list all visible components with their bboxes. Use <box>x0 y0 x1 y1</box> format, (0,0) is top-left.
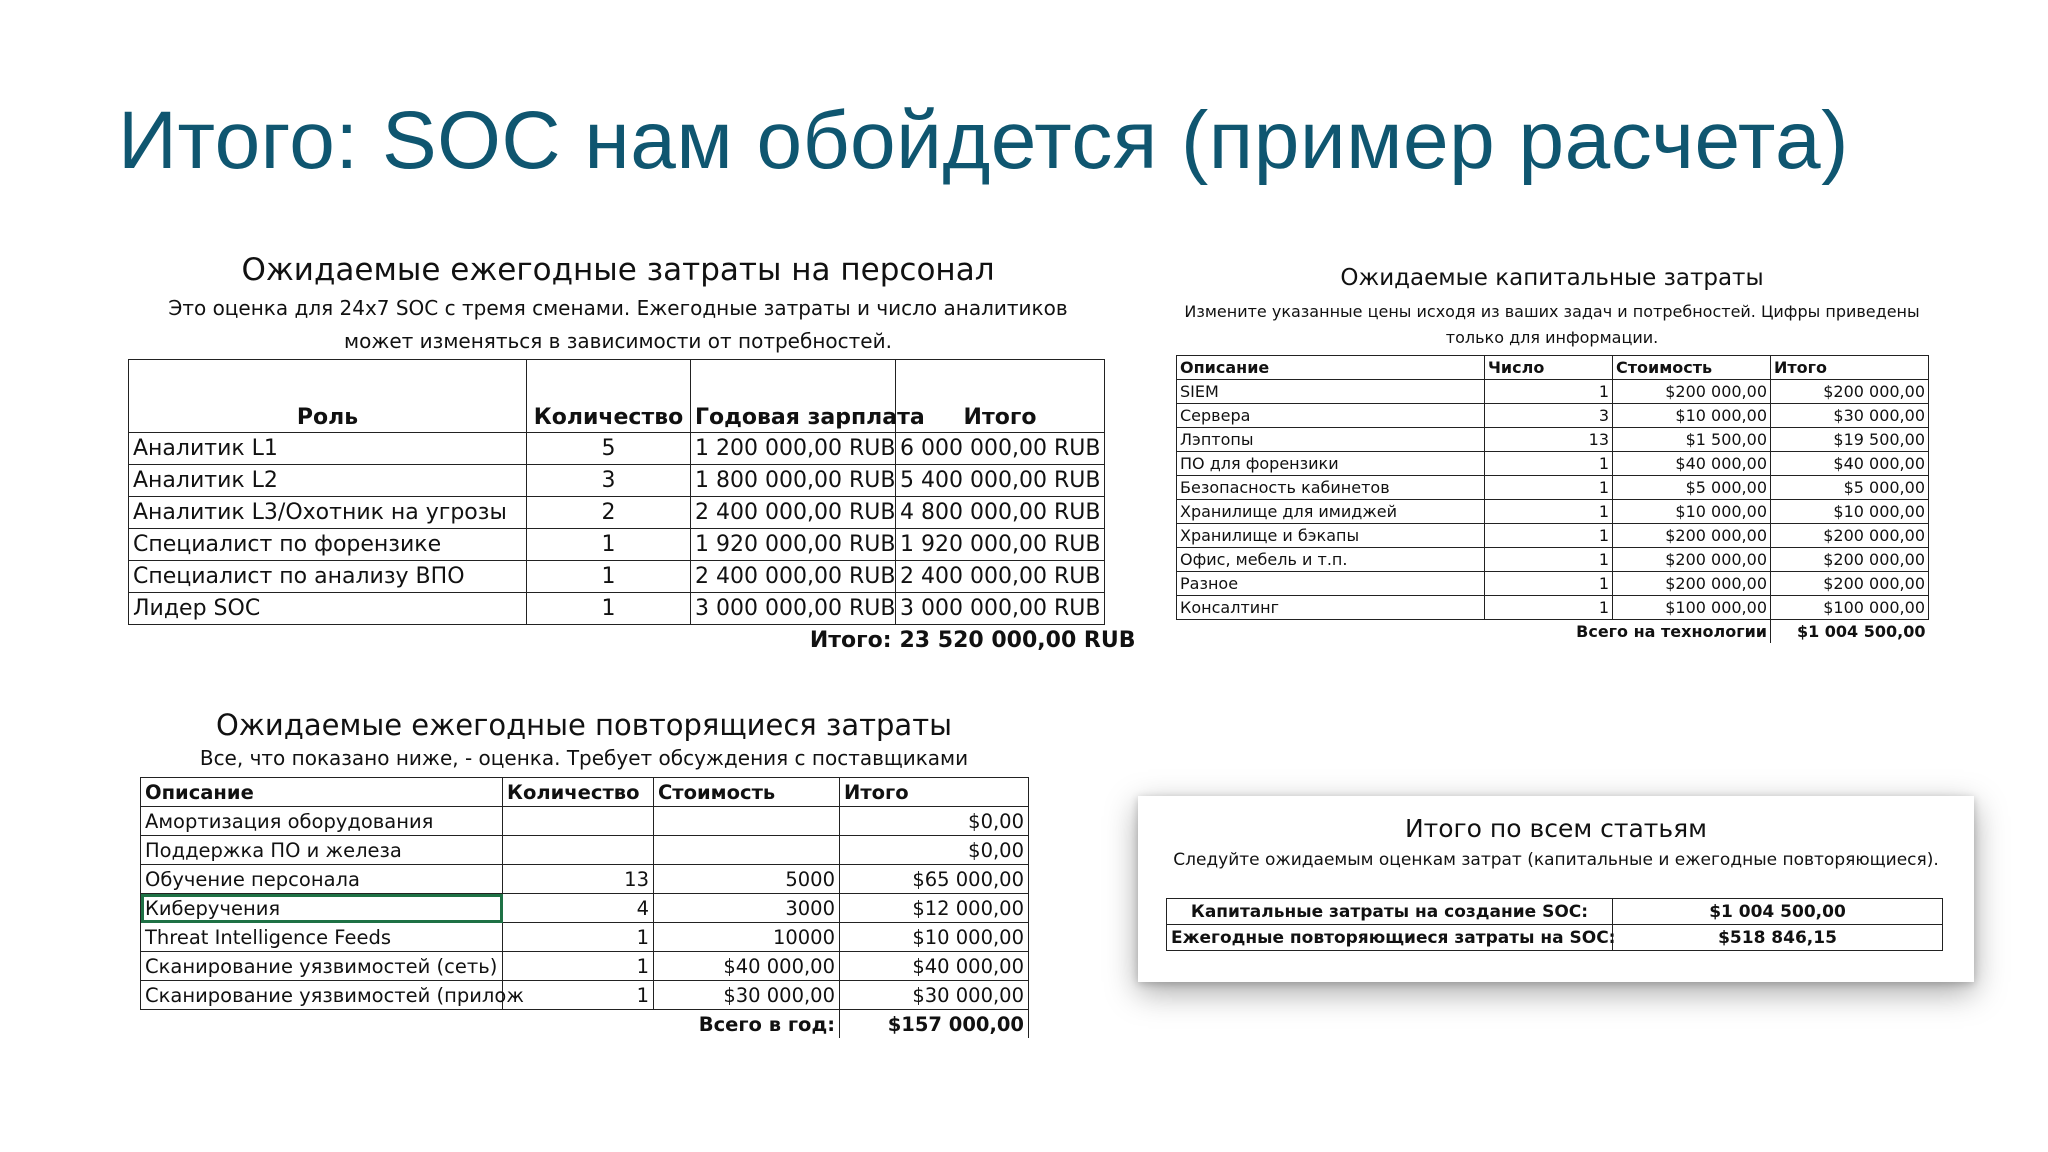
cell-total[interactable]: $200 000,00 <box>1771 548 1929 572</box>
cell-count[interactable] <box>503 836 654 865</box>
cell-salary[interactable]: 2 400 000,00 RUB <box>691 497 896 529</box>
personnel-total-label: Итого: <box>809 628 892 653</box>
cell-total[interactable]: $5 000,00 <box>1771 476 1929 500</box>
cell-cost[interactable]: 10000 <box>654 923 840 952</box>
cell-description[interactable]: SIEM <box>1177 380 1485 404</box>
cell-total[interactable]: $0,00 <box>840 836 1029 865</box>
cell-count[interactable]: 1 <box>1485 380 1613 404</box>
summary-card <box>1138 796 1974 982</box>
column-header: Число <box>1485 356 1613 380</box>
cell-description[interactable]: Амортизация оборудования <box>141 807 503 836</box>
cell-cost[interactable]: $200 000,00 <box>1613 572 1771 596</box>
cell-description[interactable]: Безопасность кабинетов <box>1177 476 1485 500</box>
cell-count[interactable]: 1 <box>1485 572 1613 596</box>
cell-count[interactable]: 1 <box>1485 548 1613 572</box>
table-row <box>1167 899 1943 925</box>
table-row <box>129 433 1105 465</box>
column-header: Стоимость <box>654 778 840 807</box>
table-row <box>1177 548 1929 572</box>
total-row <box>129 625 1105 657</box>
capital-table <box>1176 355 1929 643</box>
cell-count[interactable]: 1 <box>1485 476 1613 500</box>
summary-title: Итого по всем статьям <box>1404 814 1707 843</box>
table-row <box>129 593 1105 625</box>
cell-cost[interactable]: $200 000,00 <box>1613 380 1771 404</box>
total-label-cell <box>1177 620 1771 644</box>
column-header: Итого <box>840 778 1029 807</box>
table-row <box>1177 476 1929 500</box>
cell-total[interactable]: $40 000,00 <box>840 952 1029 981</box>
slide-title: Итого: SOC нам обойдется (пример расчета) <box>118 95 1849 186</box>
summary-table <box>1166 898 1943 951</box>
cell-total[interactable]: $12 000,00 <box>840 894 1029 923</box>
cell-description[interactable]: Лэптопы <box>1177 428 1485 452</box>
cell-total[interactable]: 1 920 000,00 RUB <box>896 529 1105 561</box>
cell-count[interactable]: 2 <box>527 497 691 529</box>
cell-total[interactable]: 6 000 000,00 RUB <box>896 433 1105 465</box>
cell-role[interactable]: Специалист по форензике <box>129 529 527 561</box>
cell-count[interactable]: 1 <box>527 529 691 561</box>
cell-description[interactable]: Сервера <box>1177 404 1485 428</box>
total-row <box>141 1010 1029 1039</box>
capital-subtitle-line2: только для информации. <box>1445 328 1659 347</box>
cell-count[interactable]: 13 <box>1485 428 1613 452</box>
table-row <box>1177 524 1929 548</box>
personnel-costs-block <box>128 252 1136 653</box>
cell-total[interactable]: $30 000,00 <box>1771 404 1929 428</box>
cell-description-selected[interactable]: Киберучения <box>141 894 503 923</box>
personnel-table <box>128 359 1136 656</box>
cell-description[interactable]: Разное <box>1177 572 1485 596</box>
cell-total[interactable]: $200 000,00 <box>1771 380 1929 404</box>
table-row <box>1177 572 1929 596</box>
summary-subtitle: Следуйте ожидаемым оценкам затрат (капитальные и ежегодные повторяющиеся). <box>1173 850 1939 870</box>
cell-count[interactable]: 1 <box>1485 452 1613 476</box>
personnel-subtitle-line2: может изменяться в зависимости от потребностей. <box>344 329 892 353</box>
cell-cost[interactable]: $100 000,00 <box>1613 596 1771 620</box>
personnel-title: Ожидаемые ежегодные затраты на персонал <box>241 252 995 288</box>
recurring-total-label: Всего в год: <box>698 1012 835 1036</box>
recurring-costs-block <box>140 708 1028 1036</box>
total-label-cell <box>129 625 896 657</box>
cell-count[interactable]: 3 <box>527 465 691 497</box>
cell-description[interactable]: Поддержка ПО и железа <box>141 836 503 865</box>
cell-count[interactable]: 1 <box>503 923 654 952</box>
column-header: Описание <box>1177 356 1485 380</box>
cell-salary[interactable]: 1 800 000,00 RUB <box>691 465 896 497</box>
table-row <box>1177 452 1929 476</box>
cell-description[interactable]: Консалтинг <box>1177 596 1485 620</box>
table-row <box>141 923 1029 952</box>
personnel-subtitle-line1: Это оценка для 24x7 SOC с тремя сменами. Ежегодные затраты и число аналитиков <box>168 296 1068 320</box>
capital-subtitle <box>1176 299 1928 351</box>
cell-description[interactable]: Обучение персонала <box>141 865 503 894</box>
column-header: Стоимость <box>1613 356 1771 380</box>
cell-total[interactable]: 3 000 000,00 RUB <box>896 593 1105 625</box>
cell-total[interactable]: $0,00 <box>840 807 1029 836</box>
total-row <box>1177 620 1929 644</box>
capital-total-label: Всего на технологии <box>1576 622 1767 641</box>
cell-cost[interactable]: $10 000,00 <box>1613 500 1771 524</box>
column-header: Количество <box>527 360 691 433</box>
cell-description[interactable]: Хранилище для имиджей <box>1177 500 1485 524</box>
cell-description[interactable]: Сканирование уязвимостей (сеть) <box>141 952 503 981</box>
table-row <box>1177 404 1929 428</box>
column-header: Годовая зарплата <box>691 360 896 433</box>
capital-title: Ожидаемые капитальные затраты <box>1340 265 1764 291</box>
cell-description[interactable]: Хранилище и бэкапы <box>1177 524 1485 548</box>
table-row <box>141 952 1029 981</box>
summary-recurring-label[interactable]: Ежегодные повторяющиеся затраты на SOC: <box>1167 925 1613 951</box>
cell-total[interactable]: $65 000,00 <box>840 865 1029 894</box>
cell-role[interactable]: Аналитик L2 <box>129 465 527 497</box>
cell-cost[interactable]: $200 000,00 <box>1613 548 1771 572</box>
cell-total[interactable]: $10 000,00 <box>1771 500 1929 524</box>
cell-count[interactable]: 13 <box>503 865 654 894</box>
cell-total[interactable]: 5 400 000,00 RUB <box>896 465 1105 497</box>
cell-count[interactable]: 1 <box>503 952 654 981</box>
recurring-subtitle: Все, что показано ниже, - оценка. Требует обсуждения с поставщиками <box>199 746 969 770</box>
table-row <box>129 529 1105 561</box>
cell-description[interactable]: Сканирование уязвимостей (прилож <box>141 981 503 1010</box>
cell-count[interactable]: 1 <box>503 981 654 1010</box>
cell-role[interactable]: Аналитик L1 <box>129 433 527 465</box>
column-header: Роль <box>129 360 527 433</box>
cell-cost[interactable]: $10 000,00 <box>1613 404 1771 428</box>
table-row <box>141 836 1029 865</box>
table-row <box>1167 925 1943 951</box>
cell-salary[interactable]: 1 920 000,00 RUB <box>691 529 896 561</box>
cell-cost[interactable]: $200 000,00 <box>1613 524 1771 548</box>
cell-description[interactable]: ПО для форензики <box>1177 452 1485 476</box>
cell-total[interactable]: $200 000,00 <box>1771 524 1929 548</box>
cell-count[interactable]: 3 <box>1485 404 1613 428</box>
cell-cost[interactable]: $40 000,00 <box>1613 452 1771 476</box>
table-header-row <box>1177 356 1929 380</box>
recurring-title: Ожидаемые ежегодные повторящиеся затраты <box>215 708 952 742</box>
capital-costs-block <box>1176 265 1928 641</box>
recurring-table <box>140 777 1029 1038</box>
cell-count[interactable]: 1 <box>1485 500 1613 524</box>
cell-total[interactable]: 2 400 000,00 RUB <box>896 561 1105 593</box>
table-row <box>1177 500 1929 524</box>
personnel-subtitle <box>128 292 1108 358</box>
table-row <box>129 561 1105 593</box>
cell-count[interactable]: 1 <box>527 593 691 625</box>
table-row <box>129 465 1105 497</box>
table-row <box>141 865 1029 894</box>
cell-cost[interactable] <box>654 807 840 836</box>
table-row <box>1177 380 1929 404</box>
cell-role[interactable]: Лидер SOC <box>129 593 527 625</box>
cell-cost[interactable]: $1 500,00 <box>1613 428 1771 452</box>
capital-total-value: $1 004 500,00 <box>1771 620 1929 644</box>
recurring-total-value: $157 000,00 <box>840 1010 1029 1039</box>
personnel-total-value: 23 520 000,00 RUB <box>899 628 1136 653</box>
cell-total[interactable]: 4 800 000,00 RUB <box>896 497 1105 529</box>
cell-salary[interactable]: 1 200 000,00 RUB <box>691 433 896 465</box>
cell-description[interactable]: Офис, мебель и т.п. <box>1177 548 1485 572</box>
total-label-cell <box>141 1010 840 1039</box>
column-header: Описание <box>141 778 503 807</box>
table-row <box>141 894 1029 923</box>
cell-role[interactable]: Специалист по анализу ВПО <box>129 561 527 593</box>
cell-count[interactable]: 4 <box>503 894 654 923</box>
column-header: Итого <box>896 360 1105 433</box>
table-row <box>1177 596 1929 620</box>
cell-cost[interactable]: 5000 <box>654 865 840 894</box>
cell-count[interactable]: 1 <box>1485 596 1613 620</box>
cell-cost[interactable]: $5 000,00 <box>1613 476 1771 500</box>
table-row <box>1177 428 1929 452</box>
cell-total[interactable]: $30 000,00 <box>840 981 1029 1010</box>
table-row <box>129 497 1105 529</box>
cell-cost[interactable] <box>654 836 840 865</box>
cell-count[interactable]: 5 <box>527 433 691 465</box>
capital-subtitle-line1: Измените указанные цены исходя из ваших задач и потребностей. Цифры приведены <box>1184 302 1920 321</box>
cell-role[interactable]: Аналитик L3/Охотник на угрозы <box>129 497 527 529</box>
cell-salary[interactable]: 3 000 000,00 RUB <box>691 593 896 625</box>
cell-cost[interactable]: $40 000,00 <box>654 952 840 981</box>
summary-capital-label[interactable]: Капитальные затраты на создание SOC: <box>1167 899 1613 925</box>
column-header: Итого <box>1771 356 1929 380</box>
cell-total[interactable]: $19 500,00 <box>1771 428 1929 452</box>
cell-salary[interactable]: 2 400 000,00 RUB <box>691 561 896 593</box>
cell-total[interactable]: $100 000,00 <box>1771 596 1929 620</box>
table-header-row <box>141 778 1029 807</box>
cell-cost[interactable]: 3000 <box>654 894 840 923</box>
table-row <box>141 807 1029 836</box>
cell-total[interactable]: $40 000,00 <box>1771 452 1929 476</box>
cell-count[interactable]: 1 <box>527 561 691 593</box>
summary-recurring-value[interactable]: $518 846,15 <box>1613 925 1943 951</box>
cell-description[interactable]: Threat Intelligence Feeds <box>141 923 503 952</box>
column-header: Количество <box>503 778 654 807</box>
cell-count[interactable] <box>503 807 654 836</box>
cell-total[interactable]: $200 000,00 <box>1771 572 1929 596</box>
summary-capital-value[interactable]: $1 004 500,00 <box>1613 899 1943 925</box>
cell-count[interactable]: 1 <box>1485 524 1613 548</box>
table-header-row <box>129 360 1105 433</box>
cell-cost[interactable]: $30 000,00 <box>654 981 840 1010</box>
cell-total[interactable]: $10 000,00 <box>840 923 1029 952</box>
table-row <box>141 981 1029 1010</box>
